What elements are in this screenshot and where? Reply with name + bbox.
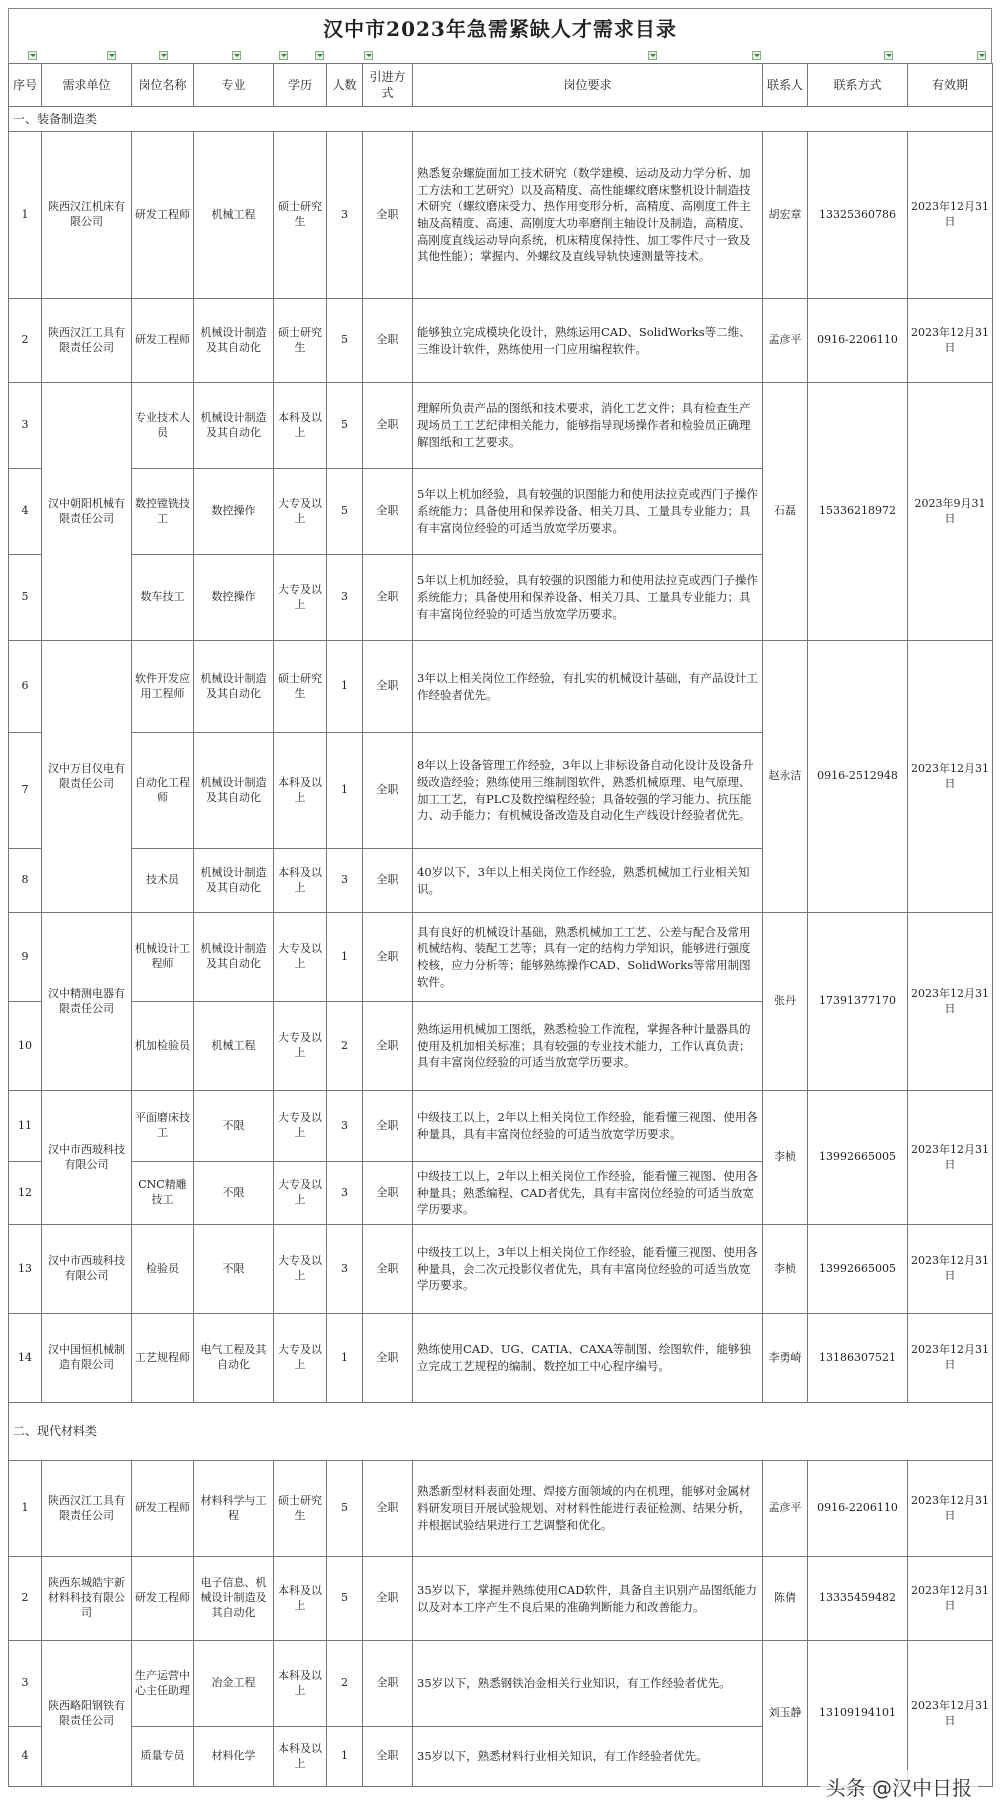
- cell-count: 5: [327, 469, 363, 555]
- cell-post: 机械设计工程师: [132, 913, 194, 1002]
- cell-count: 3: [327, 1162, 363, 1225]
- cell-count: 5: [327, 383, 363, 469]
- cell-count: 1: [327, 733, 363, 849]
- cell-edu: 大专及以上: [274, 555, 327, 641]
- cell-no: 10: [9, 1002, 42, 1091]
- cell-requirements: 3年以上相关岗位工作经验，有扎实的机械设计基础，有产品设计工作经验者优先。: [413, 641, 763, 733]
- cell-no: 4: [9, 469, 42, 555]
- cell-no: 2: [9, 299, 42, 383]
- cell-count: 3: [327, 1225, 363, 1314]
- cell-mode: 全职: [363, 1225, 413, 1314]
- table-row: [9, 132, 993, 299]
- header-cell: 序号: [9, 64, 42, 107]
- page-title: 汉中市2023年急需紧缺人才需求目录: [8, 8, 992, 49]
- cell-unit: 陕西汉江工具有限责任公司: [42, 299, 132, 383]
- cell-mode: 全职: [363, 1162, 413, 1225]
- cell-post: 检验员: [132, 1225, 194, 1314]
- cell-no: 12: [9, 1162, 42, 1225]
- cell-unit: 汉中国恒机械制造有限公司: [42, 1314, 132, 1403]
- cell-valid: 2023年12月31日: [908, 913, 993, 1091]
- cell-count: 5: [327, 1461, 363, 1557]
- cell-count: 3: [327, 849, 363, 913]
- cell-unit: 汉中朝阳机械有限责任公司: [42, 383, 132, 641]
- cell-contact: 刘玉静: [763, 1641, 808, 1787]
- cell-edu: 硕士研究生: [274, 1461, 327, 1557]
- cell-major: 材料科学与工程: [194, 1461, 274, 1557]
- cell-edu: 大专及以上: [274, 1225, 327, 1314]
- cell-edu: 硕士研究生: [274, 299, 327, 383]
- cell-unit: 汉中市西玻科技有限公司: [42, 1091, 132, 1225]
- cell-edu: 大专及以上: [274, 1314, 327, 1403]
- header-cell: 学历: [274, 64, 327, 107]
- filter-dropdown-icon[interactable]: [648, 51, 657, 60]
- cell-post: 软件开发应用工程师: [132, 641, 194, 733]
- cell-major: 电子信息、机械设计制造及其自动化: [194, 1557, 274, 1641]
- table-row: [9, 1461, 993, 1557]
- header-cell: 有效期: [908, 64, 993, 107]
- cell-edu: 本科及以上: [274, 1727, 327, 1787]
- cell-phone: 0916-2206110: [808, 299, 908, 383]
- cell-requirements: 熟练使用CAD、UG、CATIA、CAXA等制图、绘图软件，能够独立完成工艺规程的编制、数控加工中心程序编号。: [413, 1314, 763, 1403]
- cell-post: 机加检验员: [132, 1002, 194, 1091]
- cell-phone: 15336218972: [808, 383, 908, 641]
- cell-contact: 李桢: [763, 1225, 808, 1314]
- cell-requirements: 5年以上机加经验，具有较强的识图能力和使用法拉克或西门子操作系统能力；具备使用和保养设备、相关刀具、工量具专业能力；具有丰富岗位经验的可适当放宽学历要求。: [413, 469, 763, 555]
- table-row: [9, 1641, 993, 1727]
- table-row: [9, 1225, 993, 1314]
- section-title: 一、装备制造类: [9, 107, 993, 132]
- cell-edu: 硕士研究生: [274, 132, 327, 299]
- watermark: 头条 @汉中日报: [820, 1770, 978, 1803]
- cell-no: 1: [9, 1461, 42, 1557]
- cell-mode: 全职: [363, 1641, 413, 1727]
- cell-requirements: 8年以上设备管理工作经验，3年以上非标设备自动化设计及设备升级改造经验；熟练使用三维制图软件，熟悉机械原理、电气原理、加工工艺，有PLC及数控编程经验；具备较强的学习能力、抗压能力、动手能力；有机械设备改造及自动化生产线设计经验者优先。: [413, 733, 763, 849]
- header-cell: 需求单位: [42, 64, 132, 107]
- header-cell: 岗位要求: [413, 64, 763, 107]
- cell-edu: 本科及以上: [274, 733, 327, 849]
- cell-count: 1: [327, 1727, 363, 1787]
- cell-mode: 全职: [363, 383, 413, 469]
- cell-post: 研发工程师: [132, 1557, 194, 1641]
- cell-no: 13: [9, 1225, 42, 1314]
- cell-edu: 本科及以上: [274, 849, 327, 913]
- cell-major: 不限: [194, 1091, 274, 1162]
- cell-no: 9: [9, 913, 42, 1002]
- cell-requirements: 35岁以下，熟悉材料行业相关知识，有工作经验者优先。: [413, 1727, 763, 1787]
- filter-dropdown-icon[interactable]: [232, 51, 241, 60]
- cell-requirements: 能够独立完成模块化设计，熟练运用CAD、SolidWorks等二维、三维设计软件，熟练使用一门应用编程软件。: [413, 299, 763, 383]
- cell-edu: 大专及以上: [274, 469, 327, 555]
- cell-valid: 2023年12月31日: [908, 1641, 993, 1787]
- cell-no: 6: [9, 641, 42, 733]
- cell-edu: 硕士研究生: [274, 641, 327, 733]
- table-row: [9, 1091, 993, 1162]
- cell-unit: 陕西汉江工具有限责任公司: [42, 1461, 132, 1557]
- cell-major: 机械工程: [194, 1002, 274, 1091]
- cell-major: 机械设计制造及其自动化: [194, 641, 274, 733]
- filter-dropdown-icon[interactable]: [279, 51, 288, 60]
- cell-major: 数控操作: [194, 555, 274, 641]
- cell-count: 3: [327, 1091, 363, 1162]
- talent-demand-table: [8, 63, 993, 1787]
- cell-contact: 李勇崎: [763, 1314, 808, 1403]
- cell-valid: 2023年12月31日: [908, 132, 993, 299]
- cell-mode: 全职: [363, 1091, 413, 1162]
- cell-mode: 全职: [363, 641, 413, 733]
- cell-count: 3: [327, 132, 363, 299]
- cell-valid: 2023年12月31日: [908, 1225, 993, 1314]
- section-title: 二、现代材料类: [9, 1403, 993, 1461]
- cell-count: 1: [327, 1314, 363, 1403]
- cell-edu: 本科及以上: [274, 1641, 327, 1727]
- cell-post: 专业技术人员: [132, 383, 194, 469]
- header-cell: 引进方式: [363, 64, 413, 107]
- cell-major: 不限: [194, 1225, 274, 1314]
- cell-mode: 全职: [363, 1314, 413, 1403]
- header-cell: 联系人: [763, 64, 808, 107]
- cell-requirements: 40岁以下，3年以上相关岗位工作经验，熟悉机械加工行业相关知识。: [413, 849, 763, 913]
- cell-major: 冶金工程: [194, 1641, 274, 1727]
- cell-mode: 全职: [363, 849, 413, 913]
- cell-unit: 陕西东城皓宇新材料科技有限公司: [42, 1557, 132, 1641]
- filter-dropdown-icon[interactable]: [107, 51, 116, 60]
- cell-unit: 陕西略阳钢铁有限责任公司: [42, 1641, 132, 1787]
- cell-major: 机械设计制造及其自动化: [194, 913, 274, 1002]
- cell-phone: 13109194101: [808, 1641, 908, 1787]
- cell-major: 电气工程及其自动化: [194, 1314, 274, 1403]
- cell-requirements: 中级技工以上，2年以上相关岗位工作经验，能看懂三视图、使用各种量具，具有丰富岗位经验的可适当放宽学历要求。: [413, 1091, 763, 1162]
- cell-no: 8: [9, 849, 42, 913]
- cell-major: 机械设计制造及其自动化: [194, 383, 274, 469]
- cell-contact: 石磊: [763, 383, 808, 641]
- cell-count: 1: [327, 641, 363, 733]
- table-row: [9, 299, 993, 383]
- cell-major: 不限: [194, 1162, 274, 1225]
- cell-mode: 全职: [363, 733, 413, 849]
- filter-dropdown-icon[interactable]: [884, 51, 893, 60]
- cell-valid: 2023年12月31日: [908, 1314, 993, 1403]
- cell-no: 3: [9, 383, 42, 469]
- cell-major: 机械设计制造及其自动化: [194, 299, 274, 383]
- cell-unit: 汉中市西玻科技有限公司: [42, 1225, 132, 1314]
- cell-count: 2: [327, 1002, 363, 1091]
- cell-major: 机械工程: [194, 132, 274, 299]
- section-row: [9, 1403, 993, 1461]
- cell-no: 7: [9, 733, 42, 849]
- cell-phone: 17391377170: [808, 913, 908, 1091]
- cell-post: 质量专员: [132, 1727, 194, 1787]
- cell-mode: 全职: [363, 299, 413, 383]
- filter-dropdown-icon[interactable]: [364, 51, 373, 60]
- cell-major: 数控操作: [194, 469, 274, 555]
- filter-dropdown-icon[interactable]: [977, 51, 986, 60]
- cell-count: 2: [327, 1641, 363, 1727]
- cell-requirements: 35岁以下，熟悉钢铁冶金相关行业知识，有工作经验者优先。: [413, 1641, 763, 1727]
- cell-no: 14: [9, 1314, 42, 1403]
- cell-post: 研发工程师: [132, 132, 194, 299]
- cell-edu: 本科及以上: [274, 1557, 327, 1641]
- cell-post: 工艺规程师: [132, 1314, 194, 1403]
- cell-post: 数控镗铣技工: [132, 469, 194, 555]
- cell-post: 平面磨床技工: [132, 1091, 194, 1162]
- cell-requirements: 熟练运用机械加工图纸，熟悉检验工作流程，掌握各种计量器具的使用及机加相关标准；具有较强的专业技术能力，工作认真负责；具有丰富岗位经验的可适当放宽学历要求。: [413, 1002, 763, 1091]
- cell-phone: 13335459482: [808, 1557, 908, 1641]
- cell-valid: 2023年12月31日: [908, 299, 993, 383]
- cell-no: 5: [9, 555, 42, 641]
- cell-unit: 陕西汉江机床有限公司: [42, 132, 132, 299]
- spreadsheet-sheet: [8, 8, 992, 1787]
- cell-phone: 13186307521: [808, 1314, 908, 1403]
- cell-requirements: 熟悉复杂螺旋面加工技术研究（数学建模、运动及动力学分析、加工方法和工艺研究）以及高精度、高性能螺纹磨床整机设计制造技术研究（螺纹磨床受力、热作用变形分析，高精度、高刚度工件主轴及高精度、高速、高刚度大功率磨削主轴设计及制造，高精度、高刚度直线运动导向系统，机床精度保持性、加工零件尺寸一致及其他性能）；掌握内、外螺纹及直线导轨快速测量等技术。: [413, 132, 763, 299]
- cell-contact: 陈倩: [763, 1557, 808, 1641]
- cell-post: 研发工程师: [132, 1461, 194, 1557]
- cell-edu: 大专及以上: [274, 1162, 327, 1225]
- cell-mode: 全职: [363, 132, 413, 299]
- cell-post: 技术员: [132, 849, 194, 913]
- filter-dropdown-icon[interactable]: [28, 51, 37, 60]
- cell-valid: 2023年12月31日: [908, 641, 993, 913]
- table-row: [9, 641, 993, 733]
- cell-contact: 李桢: [763, 1091, 808, 1225]
- cell-valid: 2023年9月31日: [908, 383, 993, 641]
- filter-dropdown-icon[interactable]: [315, 51, 324, 60]
- cell-mode: 全职: [363, 1727, 413, 1787]
- header-row: [9, 64, 993, 107]
- cell-phone: 0916-2206110: [808, 1461, 908, 1557]
- table-row: [9, 1557, 993, 1641]
- cell-mode: 全职: [363, 469, 413, 555]
- cell-requirements: 熟悉新型材料表面处理、焊接方面领域的内在机理，能够对金属材料研发项目开展试验规划、对材料性能进行表征检测、结果分析，并根据试验结果进行工艺调整和优化。: [413, 1461, 763, 1557]
- cell-contact: 孟彦平: [763, 1461, 808, 1557]
- cell-valid: 2023年12月31日: [908, 1091, 993, 1225]
- cell-no: 3: [9, 1641, 42, 1727]
- cell-contact: 赵永洁: [763, 641, 808, 913]
- filter-dropdown-icon[interactable]: [752, 51, 761, 60]
- filter-dropdown-icon[interactable]: [159, 51, 168, 60]
- cell-post: 自动化工程师: [132, 733, 194, 849]
- cell-unit: 汉中精测电器有限责任公司: [42, 913, 132, 1091]
- header-cell: 人数: [327, 64, 363, 107]
- cell-contact: 胡宏章: [763, 132, 808, 299]
- cell-contact: 张丹: [763, 913, 808, 1091]
- cell-valid: 2023年12月31日: [908, 1557, 993, 1641]
- cell-post: 研发工程师: [132, 299, 194, 383]
- cell-edu: 大专及以上: [274, 913, 327, 1002]
- cell-no: 1: [9, 132, 42, 299]
- table-row: [9, 1314, 993, 1403]
- cell-no: 11: [9, 1091, 42, 1162]
- cell-major: 机械设计制造及其自动化: [194, 849, 274, 913]
- cell-requirements: 5年以上机加经验，具有较强的识图能力和使用法拉克或西门子操作系统能力；具备使用和保养设备、相关刀具、工量具专业能力；具有丰富岗位经验的可适当放宽学历要求。: [413, 555, 763, 641]
- cell-phone: 13992665005: [808, 1225, 908, 1314]
- cell-count: 1: [327, 913, 363, 1002]
- table-row: [9, 913, 993, 1002]
- cell-mode: 全职: [363, 1461, 413, 1557]
- cell-mode: 全职: [363, 1557, 413, 1641]
- cell-requirements: 中级技工以上，3年以上相关岗位工作经验，能看懂三视图、使用各种量具，会二次元投影仪者优先，具有丰富岗位经验的可适当放宽学历要求。: [413, 1225, 763, 1314]
- cell-no: 2: [9, 1557, 42, 1641]
- header-cell: 专业: [194, 64, 274, 107]
- cell-requirements: 35岁以下，掌握并熟练使用CAD软件，具备自主识别产品图纸能力以及对本工序产生不良后果的准确判断能力和改善能力。: [413, 1557, 763, 1641]
- section-row: [9, 107, 993, 132]
- cell-unit: 汉中万目仪电有限责任公司: [42, 641, 132, 913]
- cell-mode: 全职: [363, 1002, 413, 1091]
- cell-requirements: 具有良好的机械设计基础，熟悉机械加工工艺、公差与配合及常用机械结构、装配工艺等；具有一定的结构力学知识，能够进行强度校核，应力分析等；能够熟练操作CAD、SolidWorks等常用制图软件。: [413, 913, 763, 1002]
- cell-valid: 2023年12月31日: [908, 1461, 993, 1557]
- filter-row: [8, 49, 992, 63]
- cell-contact: 孟彦平: [763, 299, 808, 383]
- cell-post: CNC精雕技工: [132, 1162, 194, 1225]
- cell-edu: 本科及以上: [274, 383, 327, 469]
- cell-mode: 全职: [363, 913, 413, 1002]
- cell-requirements: 理解所负责产品的图纸和技术要求，消化工艺文件；具有检查生产现场员工工艺纪律相关能力，能够指导现场操作者和检验员正确理解图纸和工艺要求。: [413, 383, 763, 469]
- cell-post: 生产运营中心主任助理: [132, 1641, 194, 1727]
- cell-count: 5: [327, 299, 363, 383]
- cell-phone: 0916-2512948: [808, 641, 908, 913]
- cell-major: 机械设计制造及其自动化: [194, 733, 274, 849]
- cell-post: 数车技工: [132, 555, 194, 641]
- cell-mode: 全职: [363, 555, 413, 641]
- cell-major: 材料化学: [194, 1727, 274, 1787]
- cell-phone: 13992665005: [808, 1091, 908, 1225]
- cell-count: 3: [327, 555, 363, 641]
- cell-edu: 大专及以上: [274, 1002, 327, 1091]
- header-cell: 联系方式: [808, 64, 908, 107]
- cell-edu: 大专及以上: [274, 1091, 327, 1162]
- cell-no: 4: [9, 1727, 42, 1787]
- cell-requirements: 中级技工以上，2年以上相关岗位工作经验，能看懂三视图、使用各种量具；熟悉编程、CAD者优先，具有丰富岗位经验的可适当放宽学历要求。: [413, 1162, 763, 1225]
- cell-phone: 13325360786: [808, 132, 908, 299]
- header-cell: 岗位名称: [132, 64, 194, 107]
- cell-count: 5: [327, 1557, 363, 1641]
- table-row: [9, 383, 993, 469]
